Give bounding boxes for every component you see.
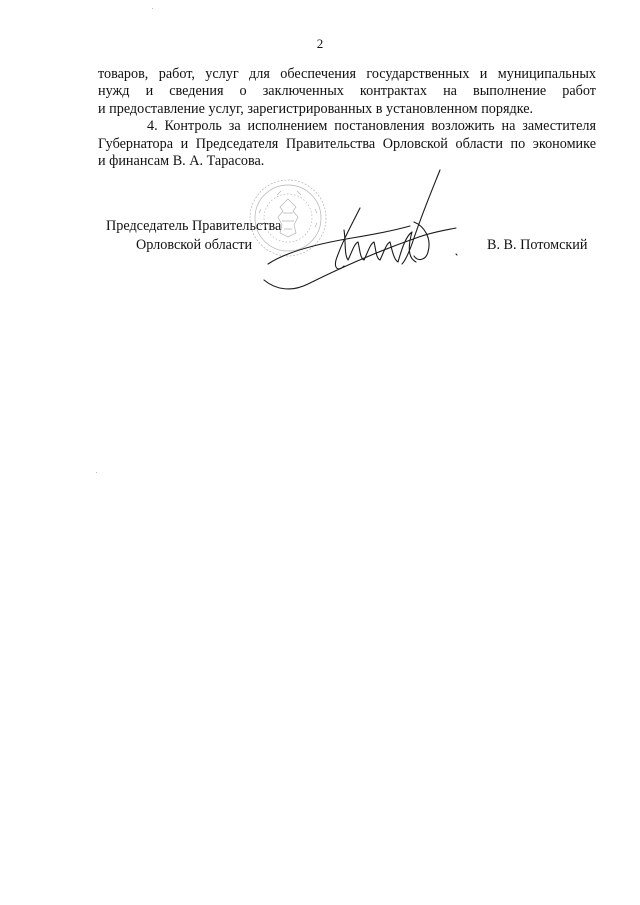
signatory-title-line-1: Председатель Правительства bbox=[106, 218, 282, 234]
paragraph-continuation bbox=[98, 66, 596, 118]
handwritten-signature bbox=[256, 168, 468, 296]
text-line: и предоставление услуг, зарегистрированных в установленном порядке. bbox=[98, 100, 534, 117]
signatory-name: В. В. Потомский bbox=[487, 237, 588, 253]
text-line: и финансам В. А. Тарасова. bbox=[98, 153, 265, 170]
paragraph-4 bbox=[98, 118, 596, 170]
text-line: 4. Контроль за исполнением постановления возложить на заместителя bbox=[147, 118, 596, 135]
scan-speck bbox=[96, 472, 97, 473]
signatory-title-line-2: Орловской области bbox=[136, 237, 253, 253]
document-body bbox=[98, 66, 596, 170]
scan-speck bbox=[152, 8, 153, 9]
text-line: Губернатора и Председателя Правительства Орловской области по экономике bbox=[98, 135, 596, 152]
text-line: товаров, работ, услуг для обеспечения государственных и муниципальных bbox=[98, 66, 596, 82]
page-number: 2 bbox=[316, 36, 324, 51]
text-line: нужд и сведения о заключенных контрактах на выполнение работ bbox=[98, 83, 596, 100]
